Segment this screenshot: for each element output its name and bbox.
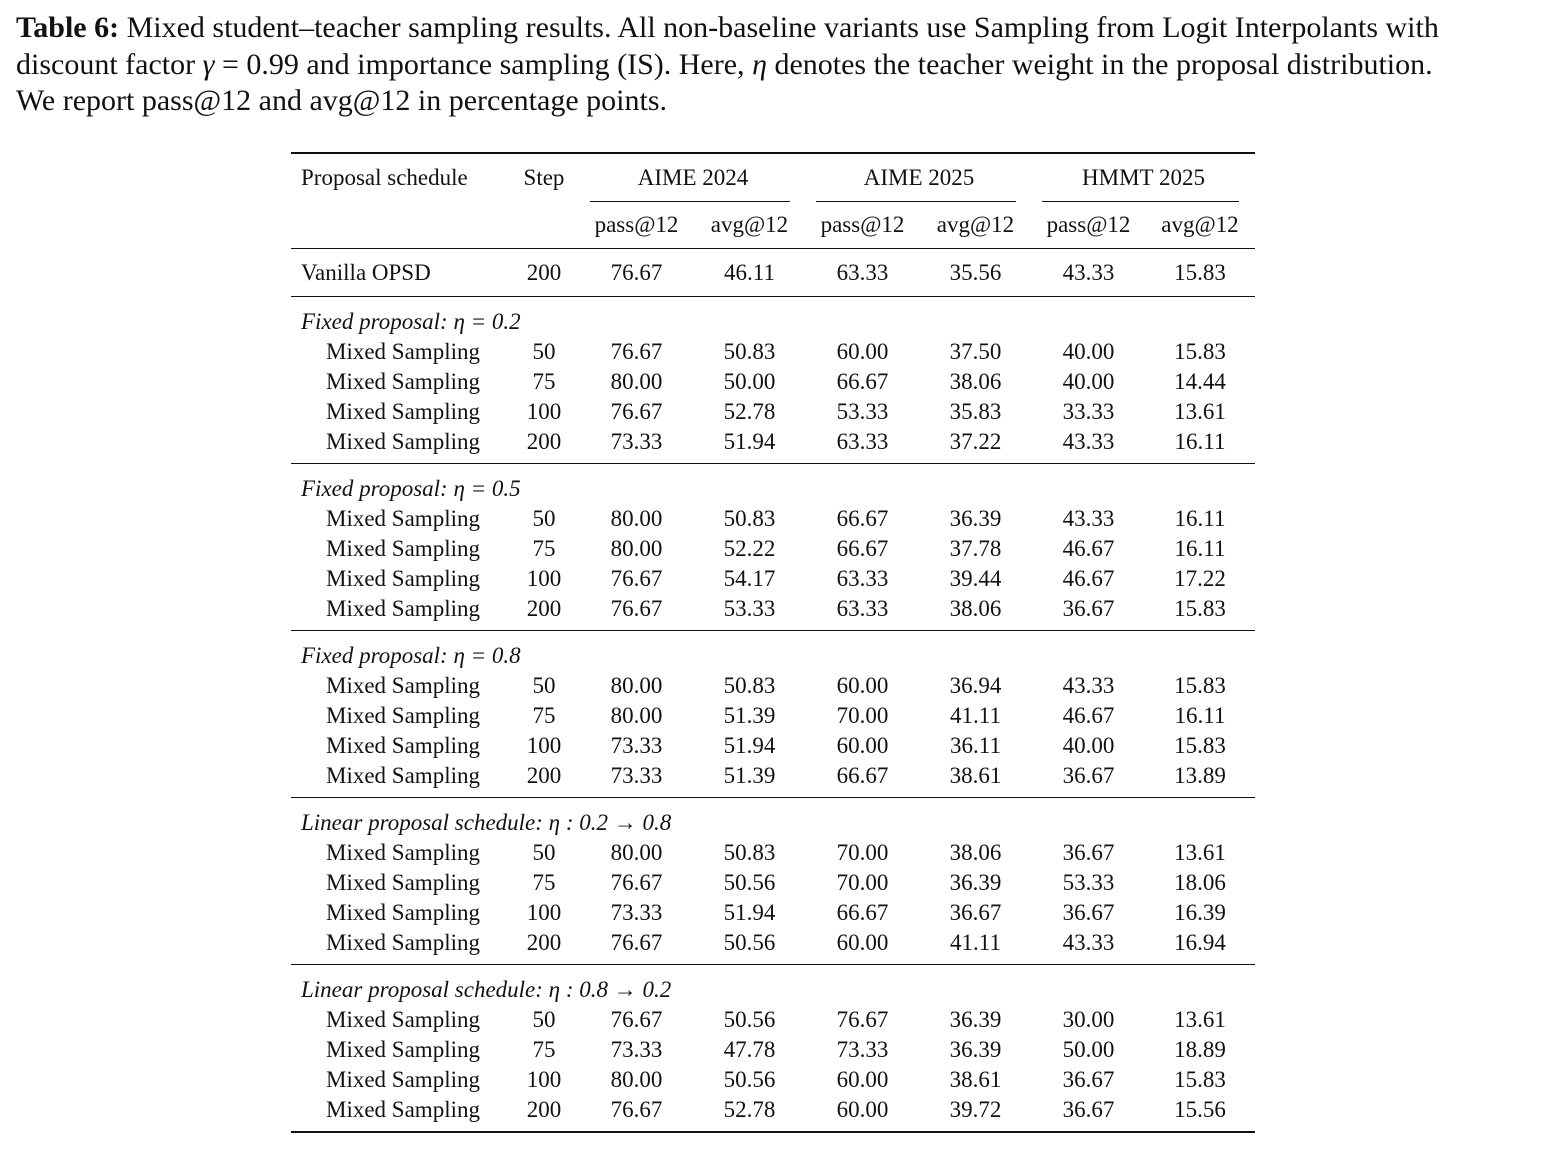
row-label: Mixed Sampling <box>326 840 480 865</box>
cell-value: 38.61 <box>949 1067 1002 1092</box>
row-label: Mixed Sampling <box>326 1007 480 1032</box>
cell-value: 15.83 <box>1174 596 1226 621</box>
table-row <box>291 564 1255 594</box>
cell-value: 80.00 <box>610 536 663 561</box>
cell-value: 66.67 <box>836 763 889 788</box>
cell-value: 76.67 <box>610 566 663 591</box>
cell-value: 36.67 <box>1062 1067 1115 1092</box>
row-step: 50 <box>532 339 556 364</box>
cell-value: 30.00 <box>1062 1007 1115 1032</box>
cell-value: 15.56 <box>1174 1097 1226 1122</box>
row-step: 50 <box>532 1007 556 1032</box>
cell-value: 15.83 <box>1174 259 1226 285</box>
row-label: Mixed Sampling <box>326 399 480 424</box>
cell-value: 36.67 <box>1062 900 1115 925</box>
cell-value: 13.61 <box>1174 840 1226 865</box>
cell-value: 36.67 <box>1062 763 1115 788</box>
caption-line1: Mixed student–teacher sampling results. All non-baseline variants use Sampling from Logit Interpolants with <box>119 11 1439 44</box>
row-label: Mixed Sampling <box>326 1037 480 1062</box>
row-step: 50 <box>532 673 556 698</box>
header-group-label: AIME 2024 <box>637 165 749 190</box>
table-row <box>291 534 1255 564</box>
cell-value: 46.67 <box>1062 566 1115 591</box>
cell-value: 51.94 <box>723 429 776 454</box>
cell-value: 13.61 <box>1174 1007 1226 1032</box>
cell-value: 76.67 <box>610 1007 663 1032</box>
section-title: Fixed proposal: η = 0.8 <box>301 643 521 668</box>
row-label: Mixed Sampling <box>326 900 480 925</box>
cell-value: 36.39 <box>949 870 1002 895</box>
cell-value: 36.39 <box>949 506 1002 531</box>
row-step: 200 <box>526 1097 562 1122</box>
cell-value: 63.33 <box>836 566 889 591</box>
cell-value: 66.67 <box>836 506 889 531</box>
row-label: Mixed Sampling <box>326 1097 480 1122</box>
cell-value: 50.83 <box>723 840 776 865</box>
cell-value: 38.61 <box>949 763 1002 788</box>
cell-value: 73.33 <box>836 1037 889 1062</box>
cell-value: 35.83 <box>949 399 1002 424</box>
cell-value: 36.67 <box>1062 840 1115 865</box>
cell-value: 37.78 <box>949 536 1002 561</box>
cell-value: 50.00 <box>723 369 776 394</box>
cell-value: 53.33 <box>723 596 776 621</box>
row-label: Mixed Sampling <box>326 703 480 728</box>
cell-value: 80.00 <box>610 506 663 531</box>
cell-value: 40.00 <box>1062 339 1115 364</box>
cell-value: 50.83 <box>723 506 776 531</box>
baseline-section <box>291 249 1255 297</box>
table-row <box>291 1095 1255 1132</box>
table-row <box>291 731 1255 761</box>
cell-value-best: 76.67 <box>836 1007 889 1032</box>
cell-value: 36.39 <box>949 1007 1002 1032</box>
table-row <box>291 898 1255 928</box>
cell-value: 80.00 <box>610 673 663 698</box>
cell-value: 16.11 <box>1174 429 1226 454</box>
row-step: 200 <box>526 763 562 788</box>
cell-value: 39.72 <box>949 1097 1002 1122</box>
cell-value: 13.61 <box>1174 399 1226 424</box>
header-proposal-schedule: Proposal schedule <box>301 165 468 190</box>
caption-line3: We report pass@12 and avg@12 in percentage points. <box>16 84 667 117</box>
row-label: Mixed Sampling <box>326 596 480 621</box>
row-step: 50 <box>532 506 556 531</box>
cell-value-best: 54.17 <box>723 566 776 591</box>
cell-value: 52.78 <box>723 399 776 424</box>
cell-value: 51.94 <box>723 900 776 925</box>
cell-value: 46.11 <box>724 259 775 285</box>
row-step: 200 <box>526 259 562 285</box>
cell-value: 70.00 <box>836 840 889 865</box>
header-group-aime-2025 <box>806 153 1032 202</box>
cell-value: 52.78 <box>723 1097 776 1122</box>
cell-value: 33.33 <box>1062 399 1115 424</box>
row-step: 100 <box>526 1067 562 1092</box>
cell-value: 40.00 <box>1062 733 1115 758</box>
cell-value: 50.56 <box>723 1067 776 1092</box>
cell-value-best: 41.11 <box>950 703 1001 728</box>
cell-value: 73.33 <box>610 429 663 454</box>
table-row <box>291 367 1255 397</box>
cell-value: 15.83 <box>1174 1067 1226 1092</box>
cell-value: 37.22 <box>949 429 1002 454</box>
cell-value: 53.33 <box>836 399 889 424</box>
table-row <box>291 337 1255 367</box>
table-row <box>291 928 1255 965</box>
cell-value-best: 41.11 <box>950 930 1001 955</box>
row-step: 75 <box>532 703 556 728</box>
gamma-symbol: γ <box>202 47 215 81</box>
cell-value: 16.11 <box>1174 506 1226 531</box>
cell-value: 43.33 <box>1062 673 1115 698</box>
cell-value: 66.67 <box>836 536 889 561</box>
cell-value: 16.11 <box>1174 536 1226 561</box>
cell-value: 76.67 <box>610 399 663 424</box>
table-row <box>291 504 1255 534</box>
row-step: 100 <box>526 399 562 424</box>
section-fixed-0-2 <box>291 297 1255 464</box>
table-row <box>291 701 1255 731</box>
cell-value: 36.11 <box>950 733 1001 758</box>
header-empty <box>291 202 508 249</box>
section-title: Linear proposal schedule: η : 0.8 → 0.2 <box>301 977 672 1002</box>
row-step: 200 <box>526 930 562 955</box>
cell-value: 76.67 <box>610 1097 663 1122</box>
row-label: Mixed Sampling <box>326 673 480 698</box>
cell-value: 16.94 <box>1174 930 1226 955</box>
cell-value: 38.06 <box>949 369 1002 394</box>
cell-value: 17.22 <box>1174 566 1226 591</box>
table-row <box>291 249 1255 297</box>
caption-line2-eq: = 0.99 and importance sampling (IS). Here, <box>214 47 753 81</box>
cell-value: 50.00 <box>1062 1037 1115 1062</box>
cell-value: 60.00 <box>836 1097 889 1122</box>
cell-value: 66.67 <box>836 900 889 925</box>
row-label: Mixed Sampling <box>326 506 480 531</box>
section-title: Linear proposal schedule: η : 0.2 → 0.8 <box>301 810 672 835</box>
cell-value: 60.00 <box>836 1067 889 1092</box>
row-label: Mixed Sampling <box>326 870 480 895</box>
cell-value: 50.83 <box>723 673 776 698</box>
cell-value: 43.33 <box>1062 930 1115 955</box>
header-metric: pass@12 <box>594 212 679 237</box>
cell-value: 46.67 <box>1062 536 1115 561</box>
cell-value: 73.33 <box>610 763 663 788</box>
cell-value: 80.00 <box>610 703 663 728</box>
cell-value: 35.56 <box>949 259 1002 285</box>
table-row <box>291 868 1255 898</box>
cell-value: 13.89 <box>1174 763 1226 788</box>
cell-value: 43.33 <box>1062 429 1115 454</box>
cell-value: 15.83 <box>1174 673 1226 698</box>
header-group-label: HMMT 2025 <box>1082 165 1205 190</box>
section-linear-down <box>291 965 1255 1133</box>
cell-value: 80.00 <box>610 369 663 394</box>
table-row <box>291 1005 1255 1035</box>
row-step: 200 <box>526 596 562 621</box>
row-step: 75 <box>532 536 556 561</box>
cell-value: 43.33 <box>1062 259 1115 285</box>
header-metric: avg@12 <box>710 212 789 237</box>
section-title: Fixed proposal: η = 0.2 <box>301 309 521 334</box>
cell-value: 36.39 <box>949 1037 1002 1062</box>
row-step: 100 <box>526 566 562 591</box>
cell-value: 76.67 <box>610 596 663 621</box>
cell-value: 15.83 <box>1174 339 1226 364</box>
cell-value: 60.00 <box>836 339 889 364</box>
section-title: Fixed proposal: η = 0.5 <box>301 476 521 501</box>
cell-value: 63.33 <box>836 429 889 454</box>
cell-value: 73.33 <box>610 733 663 758</box>
table-row <box>291 838 1255 868</box>
header-step: Step <box>523 165 565 190</box>
row-label: Mixed Sampling <box>326 566 480 591</box>
cell-value: 70.00 <box>836 870 889 895</box>
cell-value: 18.06 <box>1174 870 1226 895</box>
row-step: 100 <box>526 733 562 758</box>
table-row <box>291 594 1255 631</box>
cell-value: 47.78 <box>723 1037 776 1062</box>
cell-value: 46.67 <box>1062 703 1115 728</box>
caption-line2-pre: discount factor <box>16 47 203 81</box>
cell-value-best: 53.33 <box>1062 870 1115 895</box>
cell-value: 36.67 <box>949 900 1002 925</box>
cell-value: 63.33 <box>836 259 889 285</box>
row-label: Mixed Sampling <box>326 369 480 394</box>
cell-value: 60.00 <box>836 733 889 758</box>
table-caption <box>16 10 1536 120</box>
cell-value: 52.22 <box>723 536 776 561</box>
row-label: Vanilla OPSD <box>301 259 431 285</box>
cell-value-best: 18.89 <box>1174 1037 1226 1062</box>
header-group-aime-2024 <box>580 153 806 202</box>
header-group-hmmt-2025 <box>1032 153 1255 202</box>
caption-line2-post: denotes the teacher weight in the proposal distribution. <box>766 47 1433 81</box>
section-fixed-0-5 <box>291 464 1255 631</box>
cell-value: 60.00 <box>836 930 889 955</box>
header-metric: pass@12 <box>1046 212 1131 237</box>
cell-value: 39.44 <box>949 566 1002 591</box>
row-step: 100 <box>526 900 562 925</box>
header-metric: avg@12 <box>1161 212 1239 237</box>
cell-value: 40.00 <box>1062 369 1115 394</box>
row-label: Mixed Sampling <box>326 930 480 955</box>
header-metric: avg@12 <box>936 212 1015 237</box>
header-metric: pass@12 <box>820 212 905 237</box>
row-step: 200 <box>526 429 562 454</box>
cell-value: 50.56 <box>723 930 776 955</box>
cell-value: 70.00 <box>836 703 889 728</box>
caption-label: Table 6: <box>16 11 120 44</box>
section-fixed-0-8 <box>291 631 1255 798</box>
cell-value: 14.44 <box>1174 369 1226 394</box>
row-step: 75 <box>532 369 556 394</box>
header-empty <box>508 202 580 249</box>
cell-value: 80.00 <box>610 1067 663 1092</box>
cell-value: 63.33 <box>836 596 889 621</box>
table-row <box>291 427 1255 464</box>
row-step: 75 <box>532 1037 556 1062</box>
row-step: 50 <box>532 840 556 865</box>
table-header <box>291 153 1255 249</box>
section-linear-up <box>291 798 1255 965</box>
cell-value: 36.67 <box>1062 1097 1115 1122</box>
cell-value: 37.50 <box>949 339 1002 364</box>
cell-value: 43.33 <box>1062 506 1115 531</box>
cell-value: 51.39 <box>723 703 776 728</box>
cell-value: 73.33 <box>610 1037 663 1062</box>
table-row <box>291 1065 1255 1095</box>
cell-value: 50.56 <box>723 1007 776 1032</box>
cell-value: 36.94 <box>949 673 1002 698</box>
cell-value: 51.39 <box>723 763 776 788</box>
row-label: Mixed Sampling <box>326 763 480 788</box>
cell-value: 38.06 <box>949 840 1002 865</box>
cell-value: 80.00 <box>610 840 663 865</box>
cell-value: 76.67 <box>610 339 663 364</box>
cell-value: 36.67 <box>1062 596 1115 621</box>
row-label: Mixed Sampling <box>326 1067 480 1092</box>
cell-value: 15.83 <box>1174 733 1226 758</box>
row-label: Mixed Sampling <box>326 339 480 364</box>
row-label: Mixed Sampling <box>326 429 480 454</box>
table-row <box>291 397 1255 427</box>
row-step: 75 <box>532 870 556 895</box>
cell-value: 60.00 <box>836 673 889 698</box>
table-row <box>291 1035 1255 1065</box>
cell-value: 76.67 <box>610 870 663 895</box>
cell-value: 66.67 <box>836 369 889 394</box>
eta-symbol: η <box>752 47 767 81</box>
row-label: Mixed Sampling <box>326 536 480 561</box>
table-row <box>291 761 1255 798</box>
cell-value: 16.11 <box>1174 703 1226 728</box>
cell-value: 76.67 <box>610 930 663 955</box>
cell-value: 76.67 <box>610 259 663 285</box>
cell-value: 50.56 <box>723 870 776 895</box>
row-label: Mixed Sampling <box>326 733 480 758</box>
cell-value: 38.06 <box>949 596 1002 621</box>
header-group-label: AIME 2025 <box>863 165 975 190</box>
cell-value: 51.94 <box>723 733 776 758</box>
results-table <box>291 152 1255 1133</box>
cell-value: 73.33 <box>610 900 663 925</box>
cell-value: 50.83 <box>723 339 776 364</box>
table-row <box>291 671 1255 701</box>
cell-value: 16.39 <box>1174 900 1226 925</box>
